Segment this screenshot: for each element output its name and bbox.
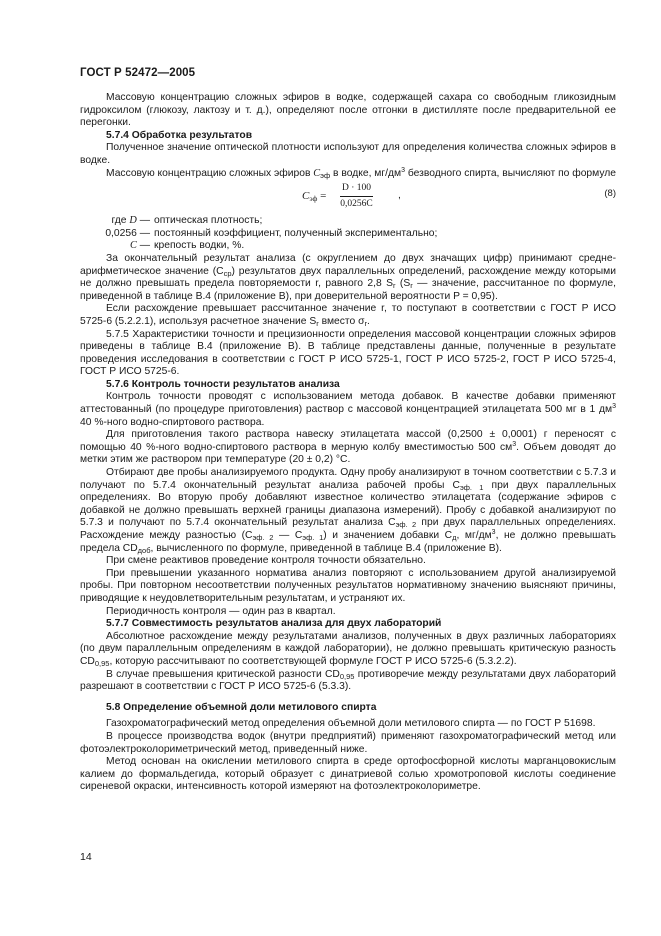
page-number: 14 (80, 851, 92, 863)
paragraph: За окончательный результат анализа (с округлением до двух значащих цифр) принимают среднеарифметическое значение $(C_{ср})$ результатов двух параллельных определений, расхождение между которыми не должно превышать предела повторяемости r, равного 2,8 $S_r$ ($S_r$ — значение, рассчитанное по формуле, приведенной в таблице В.4 (приложение В), при доверительной вероятности P = 0,95). (80, 252, 616, 302)
paragraph: Полученное значение оптической плотности используют для определения количества сложных эфиров в водке. (80, 142, 616, 166)
paragraph: Контроль точности проводят с использованием метода добавок. В качестве добавки применяют аттестованный (по процедуре приготовления) раствор с массовой концентрацией этилацетата 500 мг в 1 $дм^3$ 40 %-ного водно-спиртового раствора. (80, 391, 616, 428)
where-item: C — крепость водки, %. (129, 240, 245, 252)
paragraph: Абсолютное расхождение между результатами анализов, полученных в двух различных лабораториях (по двум параллельным определениям в каждой лаборатории), не должно превышать критическую разность $CD_{0,95}$, которую рассчитывают по соответствующей формуле ГОСТ Р ИСО 5725-6 (5.3.2.2). (80, 630, 616, 668)
paragraph: Периодичность контроля — один раз в квартал. (106, 605, 336, 617)
where-item: 0,0256 — постоянный коэффициент, полученный экспериментально; (105, 227, 438, 239)
paragraph: 5.7.5 Характеристики точности и прецизионности определения массовой концентрации сложных эфиров приведены в таблице В.4 (приложение В). В таблице представлены данные, полученные в результате проведения исследования в соответствии с ГОСТ Р ИСО 5725-1, ГОСТ Р ИСО 5725-2, ГОСТ Р ИСО 5725-4, ГОСТ Р ИСО 5725-6. (80, 328, 616, 378)
paragraph: При превышении указанного норматива анализ повторяют с использованием другой анализируемой пробы. При повторном несоответствии полученных результатов нормативному значению выясняют причины, приводящие к неудовлетворительным результатам, и устраняют их. (80, 567, 616, 604)
paragraph: В процессе производства водок (внутри предприятий) применяют газохроматографический метод или фотоэлектроколориметрический метод, приведенный ниже. (80, 730, 616, 755)
paragraph: Массовую концентрацию сложных эфиров $C_{эф}$ в водке, $мг/дм^3$ безводного спирта, вычисляют по формуле (106, 166, 617, 180)
where-item: где D — оптическая плотность; (111, 215, 263, 227)
paragraph: Для приготовления такого раствора навеску этилацетата массой (0,2500 ± 0,0001) г переносят с помощью 40 %-ного водно-спиртового раствора в мерную колбу вместимостью 500 $см^3$. Объем доводят до метки этим же раствором при температуре (20 ± 0,2) °С. (80, 429, 616, 466)
paragraph: В случае превышения критической разности $CD_{0,95}$ противоречие между результатами двух лабораторий разрешают в соответствии с ГОСТ Р ИСО 5725-6 (5.3.3). (80, 668, 616, 693)
paragraph: При смене реактивов проведение контроля точности обязательно. (106, 555, 426, 567)
section-heading-5-7-4: 5.7.4 Обработка результатов (106, 129, 253, 141)
section-heading-5-8: 5.8 Определение объемной доли метилового спирта (106, 701, 377, 713)
section-heading-5-7-6: 5.7.6 Контроль точности результатов анализа (106, 378, 340, 390)
formula-fraction: $\frac{D \cdot 100}{0,0256C}$ (340, 183, 373, 209)
paragraph: Если расхождение превышает рассчитанное значение r, то поступают в соответствии с ГОСТ Р ИСО 5725-6 (5.2.2.1), используя расчетное значение $S_r$ вместо $\sigma_r$. (80, 303, 616, 328)
formula-8: $C_{эф}$ = $\frac{D \cdot 100}{0,0256C}$ , (8) (302, 183, 616, 209)
paragraph: Отбирают две пробы анализируемого продукта. Одну пробу анализируют в точном соответствии с 5.7.3 и получают по 5.7.4 окончательный результат анализа рабочей пробы $C_{эф. 1}$ при двух параллельных определениях. Во вторую пробу добавляют известное количество этилацетата (содержание эфиров с добавкой не должно превышать верхней границы диапазона измерений). Пробу с добавкой анализируют по 5.7.3 и получают по 5.7.4 окончательный результат анализа $C_{эф. 2}$ при двух параллельных определениях. Расхождение между разностью ($C_{эф. 2}$ — $C_{эф. 1}$) и значением добавки $C_д$, $мг/дм^3$, не должно превышать предела $CD_{доб}$, вычисленного по формуле, приведенной в таблице В.4 (приложение В). (80, 467, 616, 555)
formula-lhs: $C_{эф}$ = (302, 190, 327, 204)
formula-number: (8) (604, 188, 616, 200)
page-content (80, 92, 616, 794)
paragraph: Метод основан на окислении метилового спирта в среде ортофосфорной кислоты марганцовокислым калием до формальдегида, который образует с динатриевой солью хромотроповой кислоты соединение сиреневой окраски, интенсивность которой измеряют на фотоэлектроколориметре. (80, 756, 616, 793)
paragraph: Газохроматографический метод определения объемной доли метилового спирта — по ГОСТ Р 51698. (106, 718, 596, 730)
standard-header: ГОСТ Р 52472—2005 (80, 67, 196, 79)
paragraph: Массовую концентрацию сложных эфиров в водке, содержащей сахара со свободным гликозидным гидроксилом (глюкозу, лактозу и т. д.), определяют после отгонки в дистилляте после предварительной ее перегонки. (80, 92, 616, 129)
section-heading-5-7-7: 5.7.7 Совместимость результатов анализа для двух лабораторий (106, 618, 442, 630)
